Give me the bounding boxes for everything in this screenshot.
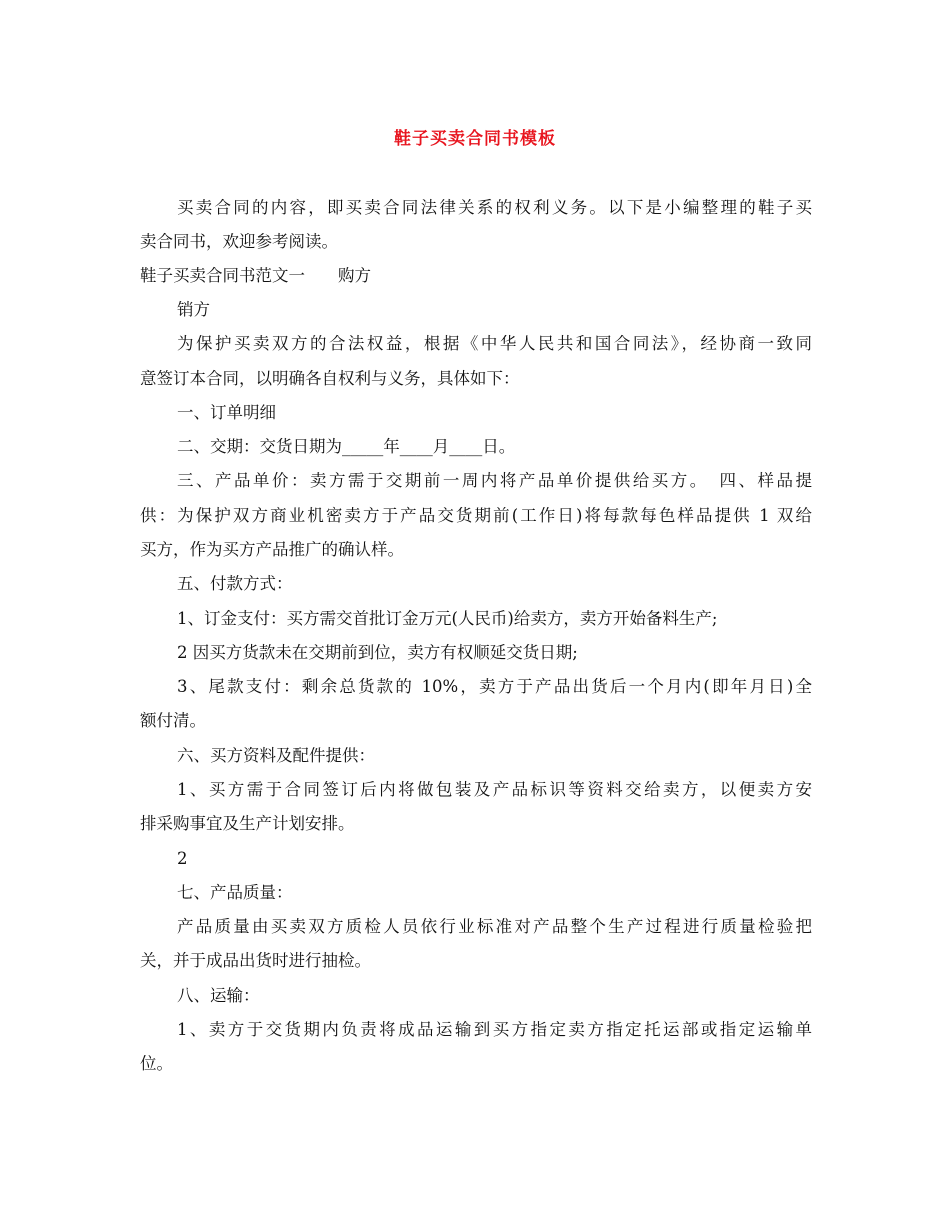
paragraph-line: 1、卖方于交货期内负责将成品运输到买方指定卖方指定托运部或指定运输单 [177,1020,812,1039]
paragraph-line: 供：为保护双方商业机密卖方于产品交货期前(工作日)将每款每色样品提供 1 双给 [140,506,812,525]
paragraph-line: 额付清。 [140,711,206,730]
paragraph-line: 位。 [140,1054,173,1073]
paragraph-line: 六、买方资料及配件提供： [177,746,375,765]
paragraph-line: 三、产品单价：卖方需于交期前一周内将产品单价提供给买方。 四、样品提 [177,471,812,490]
paragraph-line: 一、订单明细 [177,403,276,422]
paragraph-line: 卖合同书，欢迎参考阅读。 [140,232,338,251]
paragraph-line: 为保护买卖双方的合法权益，根据《中华人民共和国合同法》，经协商一致同 [177,334,812,353]
paragraph-line: 销方 [177,300,210,319]
paragraph-line: 排采购事宜及生产计划安排。 [140,814,355,833]
paragraph-line: 二、交期：交货日期为_____年____月____日。 [177,437,516,456]
paragraph-line: 2 因买方货款未在交期前到位，卖方有权顺延交货日期; [177,643,578,662]
paragraph-line: 七、产品质量： [177,883,293,902]
paragraph-line: 鞋子买卖合同书范文一 购方 [140,266,371,285]
paragraph-line: 产品质量由买卖双方质检人员依行业标准对产品整个生产过程进行质量检验把 [177,917,812,936]
paragraph-line: 3、尾款支付：剩余总货款的 10%，卖方于产品出货后一个月内(即年月日)全 [177,677,812,696]
paragraph-line: 买方，作为买方产品推广的确认样。 [140,540,404,559]
paragraph-line: 八、运输： [177,986,260,1005]
paragraph-line: 买卖合同的内容，即买卖合同法律关系的权利义务。以下是小编整理的鞋子买 [177,198,812,217]
paragraph-line: 意签订本合同，以明确各自权利与义务，具体如下： [140,369,520,388]
paragraph-line: 2 [177,849,188,868]
paragraph-line: 1、订金支付：买方需交首批订金万元(人民币)给卖方，卖方开始备料生产; [177,609,718,628]
paragraph-line: 1、买方需于合同签订后内将做包装及产品标识等资料交给卖方，以便卖方安 [177,780,812,799]
paragraph-line: 关，并于成品出货时进行抽检。 [140,951,371,970]
document-title: 鞋子买卖合同书模板 [394,129,556,149]
paragraph-line: 五、付款方式： [177,574,293,593]
